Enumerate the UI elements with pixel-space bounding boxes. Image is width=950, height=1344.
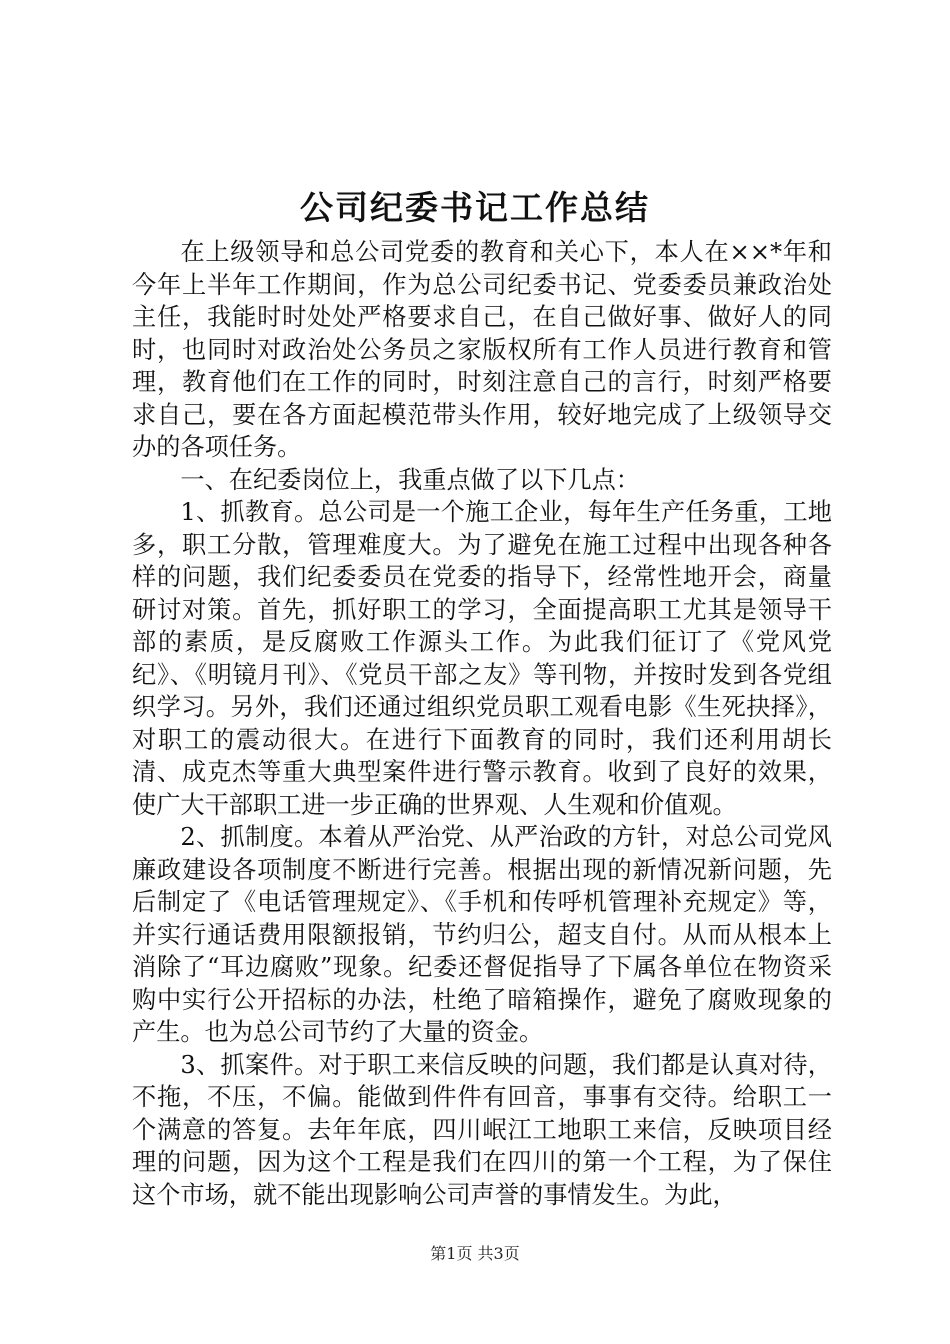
paragraph-education: 1、抓教育。总公司是一个施工企业，每年生产任务重，工地多，职工分散，管理难度大。为了避免在施工过程中出现各种各样的问题，我们纪委委员在党委的指导下，经常性地开会，商量研讨对策。首先，抓好职工的学习，全面提高职工尤其是领导干部的素质，是反腐败工作源头工作。为此我们征订了《党风党纪》、《明镜月刊》、《党员干部之友》等刊物，并按时发到各党组织学习。另外，我们还通过组织党员职工观看电影《生死抉择》，对职工的震动很大。在进行下面教育的同时，我们还利用胡长清、成克杰等重大典型案件进行警示教育。收到了良好的效果，使广大干部职工进一步正确的世界观、人生观和价值观。 (132, 498, 832, 819)
paragraph-section-heading: 一、在纪委岗位上，我重点做了以下几点： (180, 465, 640, 494)
page-number-footer: 第1页 共3页 (430, 1244, 520, 1263)
document-body (132, 236, 832, 1211)
paragraph-cases: 3、抓案件。对于职工来信反映的问题，我们都是认真对待，不拖，不压，不偏。能做到件件有回音，事事有交待。给职工一个满意的答复。去年年底，四川岷江工地职工来信，反映项目经理的问题，因为这个工程是我们在四川的第一个工程，为了保住这个市场，就不能出现影响公司声誉的事情发生。为此， (132, 1050, 832, 1209)
paragraph-intro: 在上级领导和总公司党委的教育和关心下，本人在××*年和今年上半年工作期间，作为总公司纪委书记、党委委员兼政治处主任，我能时时处处严格要求自己，在自己做好事、做好人的同时，也同时对政治处公务员之家版权所有工作人员进行教育和管理，教育他们在工作的同时，时刻注意自己的言行，时刻严格要求自己，要在各方面起模范带头作用，较好地完成了上级领导交办的各项任务。 (132, 238, 832, 461)
paragraph-system: 2、抓制度。本着从严治党、从严治政的方针，对总公司党风廉政建设各项制度不断进行完善。根据出现的新情况新问题，先后制定了《电话管理规定》、《手机和传呼机管理补充规定》等，并实行通话费用限额报销，节约归公，超支自付。从而从根本上消除了“耳边腐败”现象。纪委还督促指导了下属各单位在物资采购中实行公开招标的办法，杜绝了暗箱操作，避免了腐败现象的产生。也为总公司节约了大量的资金。 (132, 823, 832, 1046)
document-title: 公司纪委书记工作总结 (300, 188, 650, 227)
